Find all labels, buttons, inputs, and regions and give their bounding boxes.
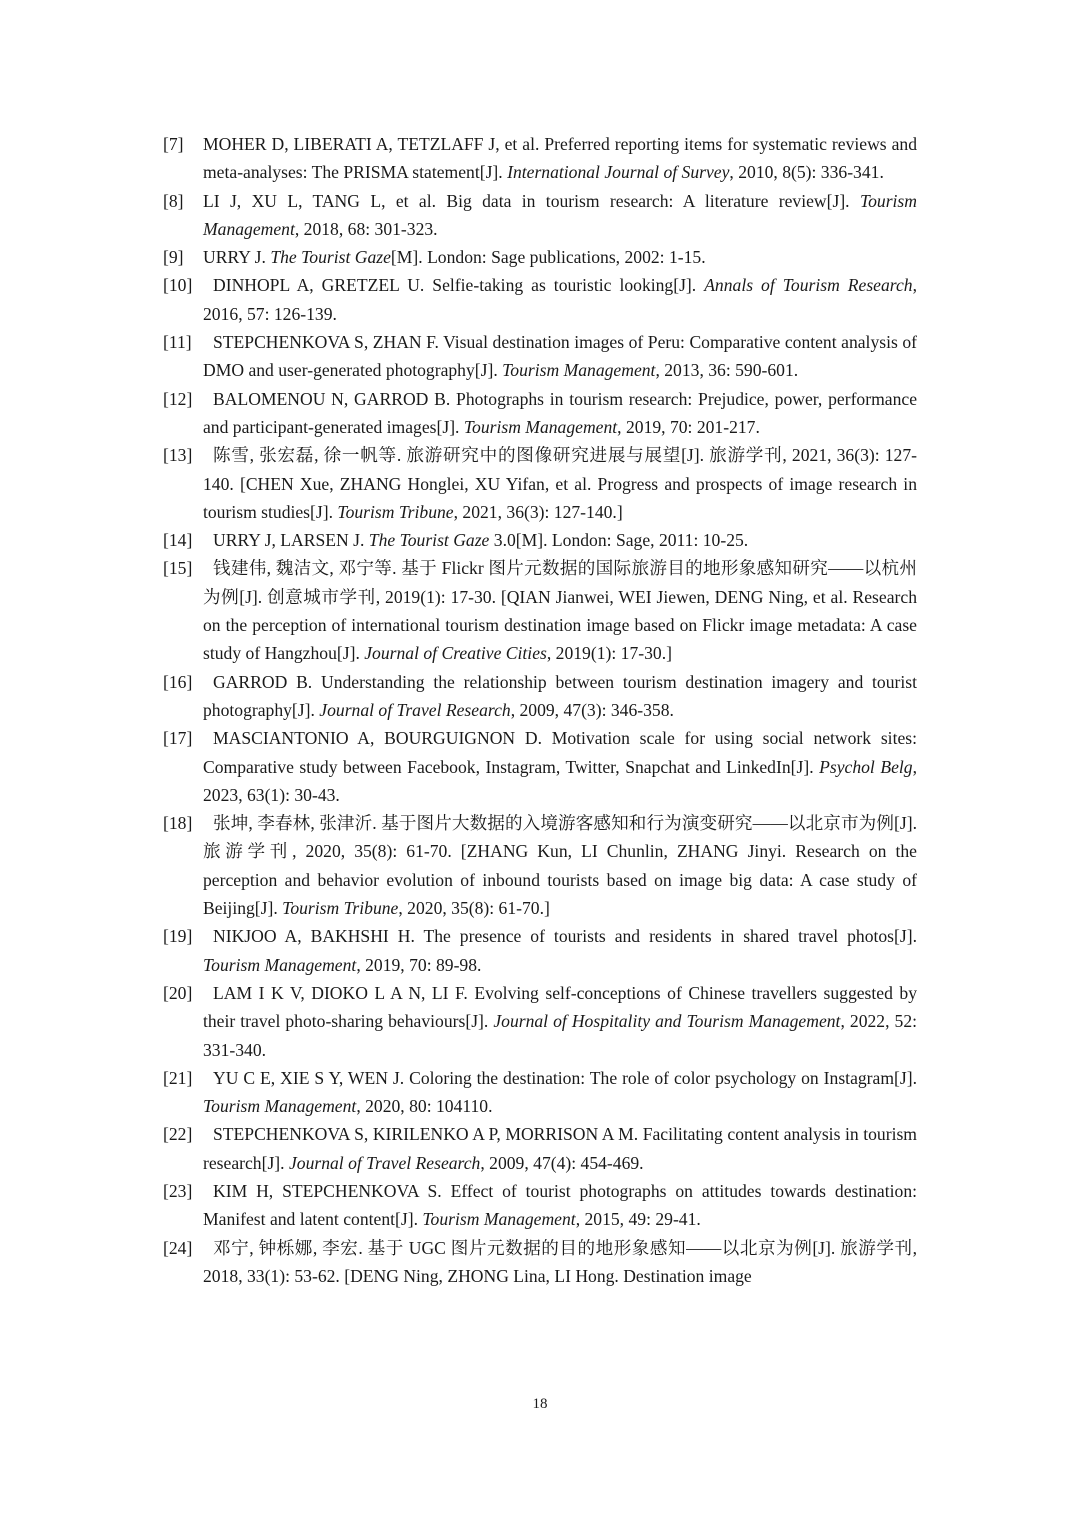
reference-text xyxy=(203,526,917,554)
reference-number: [13] xyxy=(163,445,193,466)
reference-number: [18] xyxy=(163,813,193,834)
reference-text-segment: , 2023, 63(1): 30-43. xyxy=(203,756,917,805)
reference-source-title: Journal of Hospitality and Tourism Management xyxy=(493,1011,841,1032)
reference-text-segment: , 2009, 47(4): 454-469. xyxy=(480,1152,644,1173)
reference-text-segment: 钱建伟, 魏洁文, 邓宁等. 基于 Flickr 图片元数据的国际旅游目的地形象感知研究——以杭州为例[J]. 创意城市学刊, 2019(1): 17-30. [QIAN Jianwei, WEI Jiewen, DENG Ning, et al. Research on the perception of international tourism destination image based on Flickr image metadata: A case study of Hangzhou[J]. xyxy=(203,558,917,664)
reference-text xyxy=(203,385,917,442)
reference-text xyxy=(203,724,917,809)
reference-text xyxy=(203,271,917,328)
reference-text-segment: , 2019, 70: 89-98. xyxy=(356,954,482,975)
reference-source-title: International Journal of Survey xyxy=(507,162,730,183)
reference-source-title: Tourism Management xyxy=(502,360,656,381)
reference-number: [22] xyxy=(163,1124,193,1145)
reference-source-title: Tourism Management xyxy=(203,954,357,975)
reference-item xyxy=(163,724,917,809)
reference-source-title: Journal of Creative Cities xyxy=(364,643,547,664)
reference-source-title: Psychol Belg xyxy=(819,756,913,777)
reference-item xyxy=(163,243,917,271)
reference-number: [7] xyxy=(163,134,184,154)
reference-item xyxy=(163,328,917,385)
reference-number: [15] xyxy=(163,558,193,579)
reference-text-segment: , 2021, 36(3): 127-140.] xyxy=(453,501,623,522)
reference-text-segment: URRY J, LARSEN J. xyxy=(213,530,369,551)
reference-item xyxy=(163,385,917,442)
reference-number: [24] xyxy=(163,1237,193,1258)
reference-source-title: The Tourist Gaze xyxy=(270,247,391,268)
reference-text xyxy=(203,328,917,385)
reference-text-segment: , 2019(1): 17-30.] xyxy=(546,643,672,664)
reference-source-title: Journal of Travel Research xyxy=(288,1152,481,1173)
reference-text-segment: KIM H, STEPCHENKOVA S. Effect of tourist photographs on attitudes towards destination: Manifest and latent content[J]. xyxy=(203,1180,917,1230)
reference-list xyxy=(163,130,917,1290)
reference-text-segment: [M]. London: Sage publications, 2002: 1-15. xyxy=(390,247,706,268)
reference-text-segment: 3.0[M]. London: Sage, 2011: 10-25. xyxy=(489,530,749,551)
reference-number: [14] xyxy=(163,530,193,551)
reference-source-title: Tourism Tribune xyxy=(282,898,399,919)
reference-text-segment: , 2020, 35(8): 61-70.] xyxy=(398,898,550,919)
reference-text-segment: MOHER D, LIBERATI A, TETZLAFF J, et al. Preferred reporting items for systematic reviews and meta-analyses: The PRISMA statement[J]. xyxy=(203,134,917,183)
reference-text-segment: LAM I K V, DIOKO L A N, LI F. Evolving self-conceptions of Chinese travellers suggested by their travel photo-sharing behaviours[J]. xyxy=(203,982,917,1032)
reference-text xyxy=(203,130,917,187)
reference-source-title: Tourism Management xyxy=(463,416,618,437)
reference-text-segment: DINHOPL A, GRETZEL U. Selfie-taking as touristic looking[J]. xyxy=(213,275,705,296)
reference-number: [9] xyxy=(163,247,184,268)
reference-source-title: Tourism Management xyxy=(422,1209,576,1230)
reference-text-segment: , 2020, 80: 104110. xyxy=(356,1096,493,1117)
reference-source-title: The Tourist Gaze xyxy=(368,530,490,551)
reference-text xyxy=(203,668,917,725)
reference-text xyxy=(203,187,917,244)
reference-number: [12] xyxy=(163,388,193,409)
reference-text xyxy=(203,243,917,271)
reference-text-segment: , 2010, 8(5): 336-341. xyxy=(729,162,884,183)
reference-text xyxy=(203,554,917,667)
reference-item xyxy=(163,271,917,328)
reference-text-segment: GARROD B. Understanding the relationship between tourism destination imagery and tourist photography[J]. xyxy=(203,671,917,720)
reference-text xyxy=(203,1234,917,1291)
reference-text-segment: , 2016, 57: 126-139. xyxy=(203,275,917,324)
reference-text-segment: 陈雪, 张宏磊, 徐一帆等. 旅游研究中的图像研究进展与展望[J]. 旅游学刊, 2021, 36(3): 127-140. [CHEN Xue, ZHANG Honglei, XU Yifan, et al. Progress and prospects of image research in tourism studies[J]. xyxy=(203,445,917,522)
reference-text-segment: , 2022, 52: 331-340. xyxy=(203,1011,917,1060)
reference-source-title: Tourism Management xyxy=(203,190,917,239)
reference-text-segment: STEPCHENKOVA S, KIRILENKO A P, MORRISON A M. Facilitating content analysis in tourism research[J]. xyxy=(203,1124,917,1173)
reference-source-title: Journal of Travel Research xyxy=(319,699,511,720)
reference-number: [16] xyxy=(163,671,193,692)
reference-item xyxy=(163,554,917,667)
reference-item xyxy=(163,1120,917,1177)
reference-source-title: Tourism Management xyxy=(203,1096,357,1117)
reference-number: [8] xyxy=(163,190,184,211)
reference-text-segment: BALOMENOU N, GARROD B. Photographs in tourism research: Prejudice, power, performance and participant-generated images[J]. xyxy=(203,388,917,437)
reference-text-segment: STEPCHENKOVA S, ZHAN F. Visual destination images of Peru: Comparative content analysis of DMO and user-generated photography[J]. xyxy=(203,332,917,381)
reference-text-segment: MASCIANTONIO A, BOURGUIGNON D. Motivation scale for using social network sites: Comparative study between Facebook, Instagram, Twitter, Snapchat and LinkedIn[J]. xyxy=(203,728,917,777)
reference-item xyxy=(163,441,917,526)
reference-item xyxy=(163,526,917,554)
reference-text-segment: URRY J. xyxy=(203,247,271,268)
reference-item xyxy=(163,1177,917,1234)
reference-number: [19] xyxy=(163,926,193,947)
reference-item xyxy=(163,809,917,922)
reference-source-title: Annals of Tourism Research xyxy=(704,275,913,296)
reference-item xyxy=(163,979,917,1064)
reference-text xyxy=(203,1064,917,1121)
reference-text xyxy=(203,922,917,979)
reference-item xyxy=(163,668,917,725)
reference-number: [17] xyxy=(163,728,193,749)
reference-number: [11] xyxy=(163,332,192,353)
reference-number: [23] xyxy=(163,1180,193,1201)
reference-text-segment: NIKJOO A, BAKHSHI H. The presence of tourists and residents in shared travel photos[J]. xyxy=(213,926,917,947)
reference-number: [10] xyxy=(163,275,193,296)
reference-item xyxy=(163,130,917,187)
reference-number: [20] xyxy=(163,982,193,1003)
reference-text-segment: , 2015, 49: 29-41. xyxy=(575,1209,701,1230)
reference-text-segment: , 2018, 68: 301-323. xyxy=(294,218,438,239)
reference-text xyxy=(203,1177,917,1234)
reference-source-title: Tourism Tribune xyxy=(337,501,454,522)
reference-text xyxy=(203,979,917,1064)
reference-text xyxy=(203,1120,917,1177)
reference-text-segment: , 2009, 47(3): 346-358. xyxy=(510,699,674,720)
reference-text-segment: 邓宁, 钟栎娜, 李宏. 基于 UGC 图片元数据的目的地形象感知——以北京为例[J]. 旅游学刊, 2018, 33(1): 53-62. [DENG Ning, ZHONG Lina, LI Hong. Destination image xyxy=(203,1237,917,1286)
reference-text xyxy=(203,809,917,922)
reference-number: [21] xyxy=(163,1067,193,1088)
reference-item xyxy=(163,922,917,979)
reference-text-segment: YU C E, XIE S Y, WEN J. Coloring the destination: The role of color psychology on Instagram[J]. xyxy=(213,1067,917,1088)
reference-text-segment: , 2019, 70: 201-217. xyxy=(617,416,760,437)
reference-item xyxy=(163,187,917,244)
reference-item xyxy=(163,1064,917,1121)
reference-text-segment: LI J, XU L, TANG L, et al. Big data in tourism research: A literature review[J]. xyxy=(203,190,860,211)
page-number: 18 xyxy=(532,1396,548,1412)
reference-text-segment: 张坤, 李春林, 张津沂. 基于图片大数据的入境游客感知和行为演变研究——以北京市为例[J]. 旅游学刊, 2020, 35(8): 61-70. [ZHANG Kun, LI Chunlin, ZHANG Jinyi. Research on the perception and behavior evolution of inbound tourists based on image big data: A case study of Beijing[J]. xyxy=(203,813,917,919)
reference-item xyxy=(163,1234,917,1291)
reference-text xyxy=(203,441,917,526)
reference-text-segment: , 2013, 36: 590-601. xyxy=(655,360,799,381)
